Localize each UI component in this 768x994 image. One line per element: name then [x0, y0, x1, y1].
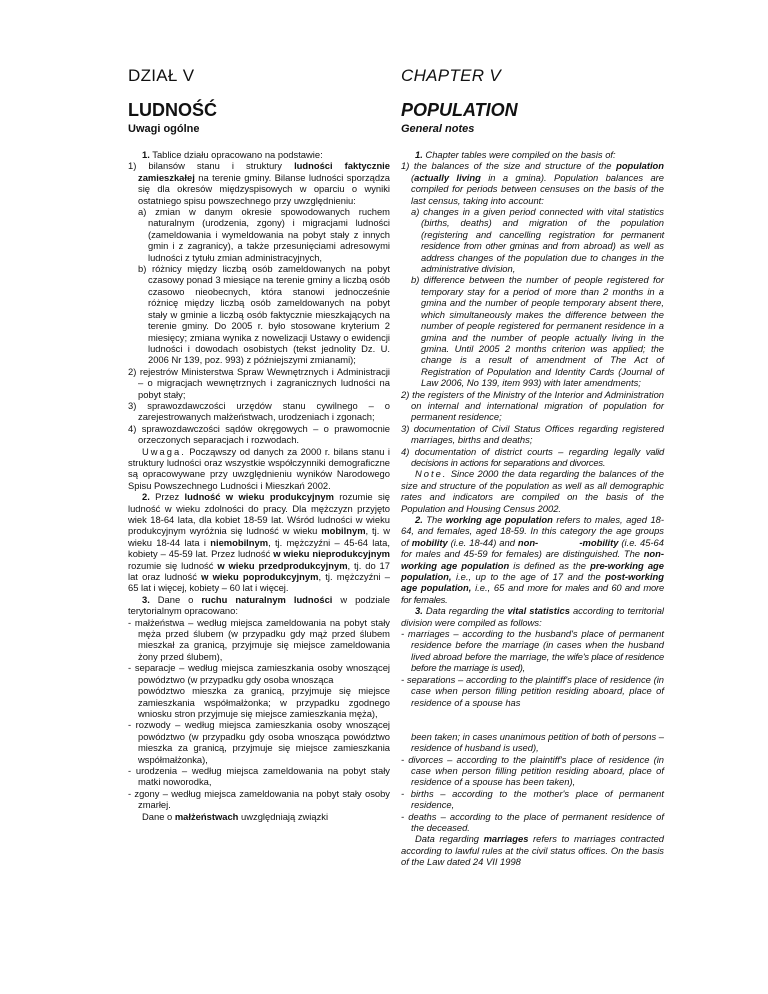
- body-text: [128, 149, 390, 822]
- paragraph: a) zmian w danym okresie spowodowanych ruchem naturalnym (urodzenia, zgony) i migracjami ludności (zameldowania i wymeldowania na pobyt stały z innych gmin i z zagranicy), a także przesunięciami adresowymi ludności z tytułu zmian administracyjnych,: [138, 206, 390, 263]
- section-title: LUDNOŚĆ: [128, 100, 217, 120]
- paragraph: - births – according to the mother's place of permanent residence,: [401, 787, 664, 811]
- paragraph: b) różnicy między liczbą osób zameldowanych na pobyt czasowy ponad 3 miesiące na terenie gminy a liczbą osób czasowo nieobecnych, która stanowi jednocześnie różnicę między liczbą osób zameldowanych na pobyt stały w gminie a liczbą osób faktycznie mieszkających na terenie gminy. Do 2005 r. było stosowane kryterium 2 miesięcy; zmiana wynika z nowelizacji Ustawy o ewidencji ludności i dowodach osobistych (tekst jednolity Dz. U. 2006 Nr 139, poz. 993) z późniejszymi zmianami);: [138, 263, 390, 366]
- section-title: POPULATION: [401, 100, 518, 120]
- paragraph: 2) rejestrów Ministerstwa Spraw Wewnętrznych i Administracji – o migracjach wewnętrznych i zagranicznych ludności na pobyt stały;: [128, 365, 390, 400]
- paragraph: Dane o małżeństwach uwzględniają związki: [142, 810, 329, 822]
- paragraph: 2. The working age population refers to males, aged 18-64, and females, aged 18-59. In this category the age groups of mobility (i.e. 18-44) and non- -mobility (i.e. 45-64 for males and 45-59 for females) are distinguished. The non-working age population is defined as the pre-working age population, i.e., up to the age of 17 and the post-working age population, i.e., 65 and more for males and 60 and more for females.: [401, 514, 664, 605]
- paragraph: 3) documentation of Civil Status Offices regarding registered marriages, births and deaths;: [401, 422, 664, 446]
- paragraph: 2) the registers of the Ministry of the Interior and Administration on internal and international migration of population for permanent residence;: [401, 388, 664, 423]
- paragraph: - deaths – according to the place of permanent residence of the deceased.: [401, 810, 664, 833]
- paragraph: Uwaga. Począwszy od danych za 2000 r. bilans stanu i struktury ludności oraz wszystkie współczynniki demograficzne są opracowywane przy uwzględnieniu wyników Narodowego Spisu Powszechnego Ludności i Mieszkań 2002.: [128, 445, 390, 491]
- paragraph: - urodzenia – według miejsca zameldowania na pobyt stały matki noworodka,: [128, 764, 390, 788]
- body-text: [401, 149, 664, 868]
- paragraph: - separations – according to the plaintiff's place of residence (in case when person filling petition residing aboard, place of residence of a spouse has been taken; in cases unanimous petition of both of persons – residence of husband is used),: [401, 673, 664, 754]
- paragraph: Note. Since 2000 the data regarding the balances of the size and structure of the population as well as all demographic rates and indicators are compiled on the basis of the Population and Housing Census 2002.: [401, 468, 664, 514]
- chapter-heading: CHAPTER V: [401, 66, 501, 85]
- paragraph: 1) the balances of the size and structure of the population (actually living in a gmina). Population balances are compiled for periods between censuses on the basis of the last census, taking into account:: [401, 160, 664, 206]
- paragraph: - separacje – według miejsca zamieszkania osoby wnoszącej powództwo (w przypadku gdy osoba wnosząca powództwo mieszka za granicą, przyjmuje się miejsce zamieszkania współmałżonka; w przypadku zgodnego wniosku stron przyjmuje się miejsce zamieszkania męża),: [128, 662, 390, 719]
- english-column: [401, 66, 664, 868]
- paragraph: 1. Tablice działu opracowano na podstawie:: [142, 149, 323, 160]
- paragraph: 3. Data regarding the vital statistics according to territorial division were compiled as follows:: [401, 605, 664, 628]
- paragraph: 4) sprawozdawczości sądów okręgowych – o prawomocnie orzeczonych separacjach i rozwodach.: [128, 422, 390, 446]
- paragraph: - divorces – according to the plaintiff's place of residence (in case when person filling petition residing aboard, place of residence of a spouse has been taken),: [401, 753, 664, 788]
- section-subtitle: General notes: [401, 123, 475, 135]
- paragraph: 3) sprawozdawczości urzędów stanu cywilnego – o zarejestrowanych małżeństwach, urodzeniach i zgonach;: [128, 399, 390, 423]
- paragraph: Data regarding marriages refers to marriages contracted according to lawful rules at the civil status offices. On the basis of the Law dated 24 VII 1998: [401, 833, 664, 868]
- paragraph: 2. Przez ludność w wieku produkcyjnym rozumie się ludność w wieku zdolności do pracy. Dla mężczyzn przyjęto wiek 18-64 lata, dla kobiet 18-59 lat. Wśród ludności w wieku produkcyjnym wyróżnia się ludność w wieku mobilnym, tj. w wieku 18-44 lata i niemobilnym, tj. mężczyźni – 45-64 lata, kobiety – 45-59 lat. Przez ludność w wieku nieprodukcyjnym rozumie się ludność w wieku przedprodukcyjnym, tj. do 17 lat oraz ludność w wieku poprodukcyjnym, tj. mężczyźni – 65 lat i więcej, kobiety – 60 lat i więcej.: [128, 491, 390, 594]
- section-subtitle: Uwagi ogólne: [128, 123, 200, 135]
- paragraph: 1. Chapter tables were compiled on the basis of:: [415, 149, 616, 160]
- paragraph: a) changes in a given period connected with vital statistics (births, deaths) and migration of the population (registering and cancelling registration for permanent residence from other gminas and from abroad) as well as address changes of the population due to changes in the administrative division,: [411, 206, 665, 275]
- paragraph: - małżeństwa – według miejsca zameldowania na pobyt stały męża przed ślubem (w przypadku gdy mąż przed ślubem mieszkał za granicą, przyjmuje się miejsce zameldowania żony przed ślubem),: [128, 616, 390, 662]
- paragraph: - rozwody – według miejsca zamieszkania osoby wnoszącej powództwo (w przypadku gdy osoba wnosząca powództwo mieszka za granicą, przyjmuje się miejsce zamieszkania współmałżonka),: [128, 719, 390, 765]
- paragraph: 1) bilansów stanu i struktury ludności faktycznie zamieszkałej na terenie gminy. Bilanse ludności sporządza się dla okresów międzyspisowych w oparciu o wyniki ostatniego spisu powszechnego przy uwzględnieniu:: [128, 160, 390, 206]
- polish-column: [128, 66, 390, 822]
- paragraph: - zgony – według miejsca zameldowania na pobyt stały osoby zmarłej.: [128, 787, 390, 811]
- paragraph: - marriages – according to the husband's place of permanent residence before the marriage (in cases when the husband lived abroad before the marriage, the wife's place of residence before the marriage is used),: [401, 628, 664, 674]
- paragraph: 4) documentation of district courts – regarding legally valid decisions in actions for separations and divorces.: [401, 445, 664, 468]
- chapter-heading: DZIAŁ V: [128, 66, 195, 85]
- paragraph: b) difference between the number of people registered for temporary stay for a period of more than 2 months in a gmina and the number of people temporary absent there, which simultaneously makes the difference between the number of people registered for permanent residence in a gmina and the number of people actually living in the gmina. Until 2005 2 months criterion was applied; the change is a result of amendment of The Act of Registration of Population and Identity Cards (Journal of Law 2006, No 139, item 993) with later amendments;: [411, 274, 664, 389]
- paragraph: 3. Dane o ruchu naturalnym ludności w podziale terytorialnym opracowano:: [128, 593, 391, 617]
